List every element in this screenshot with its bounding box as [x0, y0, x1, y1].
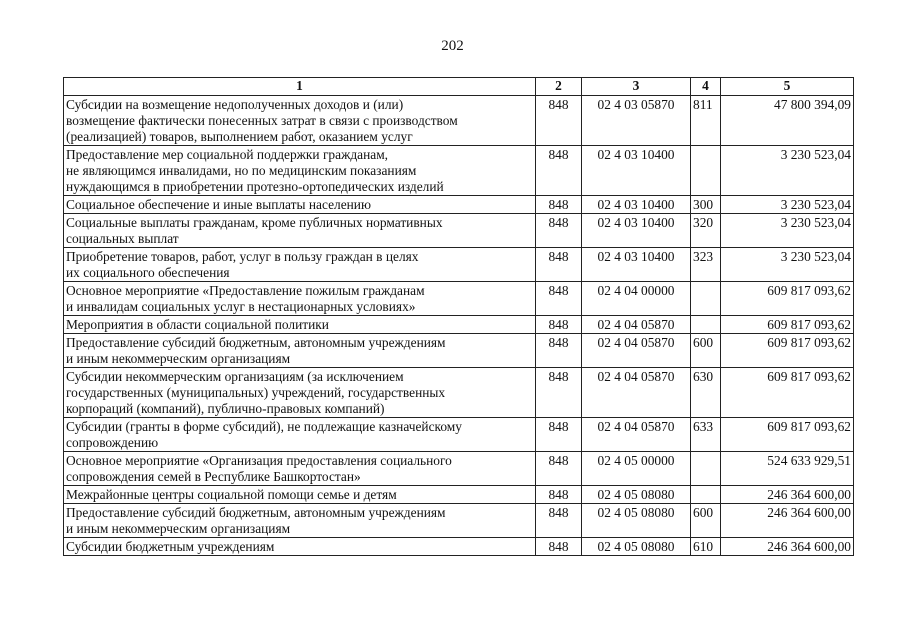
ministry-code: 848	[536, 282, 582, 316]
table-row	[64, 334, 854, 368]
row-description: Предоставление мер социальной поддержки гражданам, не являющимся инвалидами, но по медицинским показаниям нуждающимся в приобретении протезно-ортопедических изделий	[64, 146, 536, 196]
table-row	[64, 368, 854, 418]
expense-type-code: 600	[691, 334, 721, 368]
table-row	[64, 316, 854, 334]
target-article-code: 02 4 03 10400	[582, 146, 691, 196]
ministry-code: 848	[536, 538, 582, 556]
row-description: Социальные выплаты гражданам, кроме публичных нормативных социальных выплат	[64, 214, 536, 248]
amount: 3 230 523,04	[721, 196, 854, 214]
expense-type-code: 300	[691, 196, 721, 214]
amount: 3 230 523,04	[721, 214, 854, 248]
ministry-code: 848	[536, 486, 582, 504]
table-row	[64, 504, 854, 538]
header-col-1: 1	[64, 78, 536, 96]
amount: 609 817 093,62	[721, 334, 854, 368]
header-col-4: 4	[691, 78, 721, 96]
table-body	[64, 96, 854, 556]
table-row	[64, 282, 854, 316]
expense-type-code	[691, 282, 721, 316]
row-description: Субсидии бюджетным учреждениям	[64, 538, 536, 556]
target-article-code: 02 4 05 08080	[582, 504, 691, 538]
row-description: Основное мероприятие «Организация предоставления социального сопровождения семей в Республике Башкортостан»	[64, 452, 536, 486]
table-row	[64, 538, 854, 556]
ministry-code: 848	[536, 452, 582, 486]
amount: 246 364 600,00	[721, 486, 854, 504]
ministry-code: 848	[536, 96, 582, 146]
ministry-code: 848	[536, 146, 582, 196]
header-col-3: 3	[582, 78, 691, 96]
target-article-code: 02 4 04 00000	[582, 282, 691, 316]
table-row	[64, 418, 854, 452]
expense-type-code: 633	[691, 418, 721, 452]
amount: 609 817 093,62	[721, 368, 854, 418]
table-row	[64, 214, 854, 248]
target-article-code: 02 4 05 00000	[582, 452, 691, 486]
target-article-code: 02 4 04 05870	[582, 418, 691, 452]
target-article-code: 02 4 03 10400	[582, 214, 691, 248]
table-row	[64, 196, 854, 214]
expense-type-code: 600	[691, 504, 721, 538]
ministry-code: 848	[536, 248, 582, 282]
row-description: Приобретение товаров, работ, услуг в пользу граждан в целях их социального обеспечения	[64, 248, 536, 282]
budget-table	[63, 77, 854, 556]
amount: 609 817 093,62	[721, 316, 854, 334]
amount: 609 817 093,62	[721, 282, 854, 316]
ministry-code: 848	[536, 418, 582, 452]
expense-type-code	[691, 486, 721, 504]
row-description: Субсидии на возмещение недополученных доходов и (или) возмещение фактически понесенных затрат в связи с производством (реализацией) товаров, выполнением работ, оказанием услуг	[64, 96, 536, 146]
expense-type-code	[691, 146, 721, 196]
table-row	[64, 96, 854, 146]
target-article-code: 02 4 05 08080	[582, 486, 691, 504]
ministry-code: 848	[536, 334, 582, 368]
target-article-code: 02 4 03 05870	[582, 96, 691, 146]
amount: 246 364 600,00	[721, 504, 854, 538]
row-description: Субсидии (гранты в форме субсидий), не подлежащие казначейскому сопровождению	[64, 418, 536, 452]
ministry-code: 848	[536, 504, 582, 538]
amount: 524 633 929,51	[721, 452, 854, 486]
expense-type-code: 320	[691, 214, 721, 248]
target-article-code: 02 4 05 08080	[582, 538, 691, 556]
expense-type-code: 323	[691, 248, 721, 282]
table-row	[64, 248, 854, 282]
row-description: Предоставление субсидий бюджетным, автономным учреждениям и иным некоммерческим организациям	[64, 504, 536, 538]
target-article-code: 02 4 04 05870	[582, 316, 691, 334]
target-article-code: 02 4 03 10400	[582, 248, 691, 282]
page-number: 202	[441, 38, 464, 54]
header-col-5: 5	[721, 78, 854, 96]
target-article-code: 02 4 04 05870	[582, 334, 691, 368]
target-article-code: 02 4 03 10400	[582, 196, 691, 214]
expense-type-code: 630	[691, 368, 721, 418]
ministry-code: 848	[536, 368, 582, 418]
row-description: Межрайонные центры социальной помощи семье и детям	[64, 486, 536, 504]
expense-type-code	[691, 316, 721, 334]
target-article-code: 02 4 04 05870	[582, 368, 691, 418]
amount: 246 364 600,00	[721, 538, 854, 556]
row-description: Социальное обеспечение и иные выплаты населению	[64, 196, 536, 214]
ministry-code: 848	[536, 214, 582, 248]
row-description: Основное мероприятие «Предоставление пожилым гражданам и инвалидам социальных услуг в нестационарных условиях»	[64, 282, 536, 316]
amount: 47 800 394,09	[721, 96, 854, 146]
expense-type-code	[691, 452, 721, 486]
table-row	[64, 146, 854, 196]
table-row	[64, 486, 854, 504]
table-row	[64, 452, 854, 486]
ministry-code: 848	[536, 316, 582, 334]
amount: 609 817 093,62	[721, 418, 854, 452]
row-description: Субсидии некоммерческим организациям (за исключением государственных (муниципальных) учреждений, государственных корпораций (компаний), публично-правовых компаний)	[64, 368, 536, 418]
row-description: Мероприятия в области социальной политики	[64, 316, 536, 334]
header-row	[64, 78, 854, 96]
amount: 3 230 523,04	[721, 248, 854, 282]
row-description: Предоставление субсидий бюджетным, автономным учреждениям и иным некоммерческим организациям	[64, 334, 536, 368]
expense-type-code: 811	[691, 96, 721, 146]
ministry-code: 848	[536, 196, 582, 214]
amount: 3 230 523,04	[721, 146, 854, 196]
header-col-2: 2	[536, 78, 582, 96]
expense-type-code: 610	[691, 538, 721, 556]
